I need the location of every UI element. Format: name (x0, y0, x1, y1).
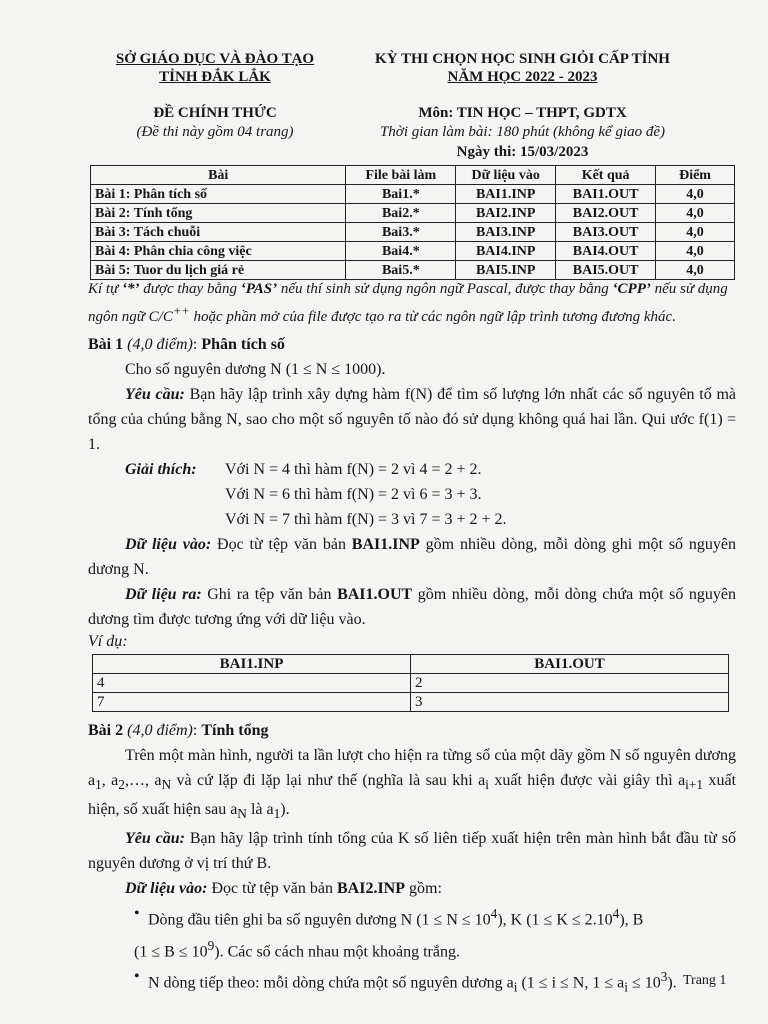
col-header: Điểm (656, 166, 735, 185)
cell: BAI5.INP (456, 261, 556, 280)
example-label: Ví dụ: (88, 633, 128, 650)
problem-2-input-list (88, 901, 736, 932)
cell: BAI3.INP (456, 223, 556, 242)
problem-1-explanation-line: Với N = 7 thì hàm f(N) = 3 vì 7 = 3 + 2 + 2. (225, 511, 507, 528)
problem-2-requirement: Yêu cầu: Bạn hãy lập trình tính tổng của K số liên tiếp xuất hiện trên màn hình bắt đầu từ số nguyên dương ở vị trí thứ B. (88, 830, 736, 873)
col-header: Kết quả (556, 166, 656, 185)
department-name: SỞ GIÁO DỤC VÀ ĐÀO TẠO (115, 51, 315, 67)
cell: BAI1.INP (456, 185, 556, 204)
problem-2-heading: Bài 2 (4,0 điểm): Tính tổng (88, 722, 269, 739)
cell: Bai5.* (346, 261, 456, 280)
cell: Bài 1: Phân tích số (91, 185, 346, 204)
cell: 3 (411, 693, 729, 712)
cell: BAI3.OUT (556, 223, 656, 242)
cell: Bài 2: Tính tổng (91, 204, 346, 223)
problem-1-requirement: Yêu cầu: Bạn hãy lập trình xây dựng hàm f(N) để tìm số lượng lớn nhất các số nguyên tố mà tổng của chúng bằng N, sao cho một số nguyên tố nào đó sử dụng không quá hai lần. Qui ước f(1) = 1. (88, 386, 736, 453)
language-note: Kí tự ‘*’ được thay bằng ‘PAS’ nếu thí sinh sử dụng ngôn ngữ Pascal, được thay bằng ‘CPP’ nếu sử dụng ngôn ngữ C/C++ hoặc phần mở của file được tạo ra từ các ngôn ngữ lập trình tương đương khác. (88, 281, 728, 325)
problem-1-explanation: Giải thích: Với N = 4 thì hàm f(N) = 2 vì 4 = 2 + 2. (125, 461, 482, 478)
subject: Môn: TIN HỌC – THPT, GDTX (418, 105, 627, 121)
cell: Bai1.* (346, 185, 456, 204)
table-row (91, 261, 735, 280)
cell: 4,0 (656, 185, 735, 204)
exam-header (0, 46, 768, 166)
cell: Bài 5: Tuor du lịch giá rẻ (91, 261, 346, 280)
cell: 2 (411, 674, 729, 693)
cell: BAI4.OUT (556, 242, 656, 261)
table-row (91, 223, 735, 242)
col-header: File bài làm (346, 166, 456, 185)
page-count-note: (Đề thi này gồm 04 trang) (136, 124, 294, 140)
province-name: TỈNH ĐẮK LẮK (159, 69, 271, 85)
list-item: • Dòng đầu tiên ghi ba số nguyên dương N $(1 \le N \le 10^4)$, K $(1 \le K \le 2.10^4)$, B (148, 901, 736, 932)
exam-date: Ngày thi: 15/03/2023 (456, 144, 589, 160)
cell: BAI2.OUT (556, 204, 656, 223)
cell: 4 (93, 674, 411, 693)
table-row (91, 185, 735, 204)
page-number: Trang 1 (683, 973, 727, 988)
school-year: NĂM HỌC 2022 - 2023 (447, 69, 598, 85)
exam-title: KỲ THI CHỌN HỌC SINH GIỎI CẤP TỈNH (375, 51, 670, 67)
cell: 7 (93, 693, 411, 712)
table-row (93, 693, 729, 712)
problem-1-explanation-line: Với N = 6 thì hàm f(N) = 2 vì 6 = 3 + 3. (225, 486, 482, 503)
problem-summary-table (90, 165, 735, 280)
col-header: Bài (91, 166, 346, 185)
problem-1-input: Dữ liệu vào: Đọc từ tệp văn bản BAI1.INP gồm nhiều dòng, mỗi dòng ghi một số nguyên dương N. (88, 536, 737, 578)
cell: Bai3.* (346, 223, 456, 242)
list-item-continuation: $(1 \le B \le 10^9)$. Các số cách nhau một khoảng trắng. (134, 937, 460, 961)
table-row (91, 204, 735, 223)
problem-2-input: Dữ liệu vào: Đọc từ tệp văn bản BAI2.INP gồm: (125, 880, 442, 898)
cell: 4,0 (656, 204, 735, 223)
cell: Bài 3: Tách chuỗi (91, 223, 346, 242)
cell: 4,0 (656, 261, 735, 280)
table-header-row (93, 655, 729, 674)
col-header: BAI1.OUT (411, 655, 729, 674)
problem-1-given: Cho số nguyên dương N (1 ≤ N ≤ 1000). (125, 361, 386, 378)
problem-1-example-table (92, 654, 729, 712)
cell: BAI1.OUT (556, 185, 656, 204)
table-row (91, 242, 735, 261)
official-label: ĐỀ CHÍNH THỨC (153, 105, 277, 121)
cell: Bai2.* (346, 204, 456, 223)
cell: 4,0 (656, 223, 735, 242)
cell: BAI4.INP (456, 242, 556, 261)
col-header: BAI1.INP (93, 655, 411, 674)
problem-1-output: Dữ liệu ra: Ghi ra tệp văn bản BAI1.OUT gồm nhiều dòng, mỗi dòng chứa một số nguyên dương tìm được tương ứng với dữ liệu vào. (88, 586, 737, 628)
col-header: Dữ liệu vào (456, 166, 556, 185)
exam-body (88, 278, 736, 1000)
cell: Bai4.* (346, 242, 456, 261)
problem-2-input-list-2 (88, 964, 736, 1000)
problem-1-heading: Bài 1 (4,0 điểm): Phân tích số (88, 336, 285, 353)
list-item: • N dòng tiếp theo: mỗi dòng chứa một số nguyên dương $a_i$ (1 ≤ i ≤ N, $1 \le a_i \le 10^3$). (148, 964, 736, 1000)
cell: BAI2.INP (456, 204, 556, 223)
table-header-row (91, 166, 735, 185)
time-limit: Thời gian làm bài: 180 phút (không kể giao đề) (379, 124, 666, 140)
table-row (93, 674, 729, 693)
cell: Bài 4: Phân chia công việc (91, 242, 346, 261)
cell: BAI5.OUT (556, 261, 656, 280)
problem-2-statement: Trên một màn hình, người ta lần lượt cho hiện ra từng số của một dãy gồm N số nguyên dương $a_1$, $a_2,\dots$, $a_N$ và cứ lặp đi lặp lại như thế (nghĩa là sau khi $a_i$ xuất hiện được vài giây thì $a_{i+1}$ xuất hiện, số xuất hiện sau $a_N$ là $a_1$). (88, 747, 737, 822)
cell: 4,0 (656, 242, 735, 261)
